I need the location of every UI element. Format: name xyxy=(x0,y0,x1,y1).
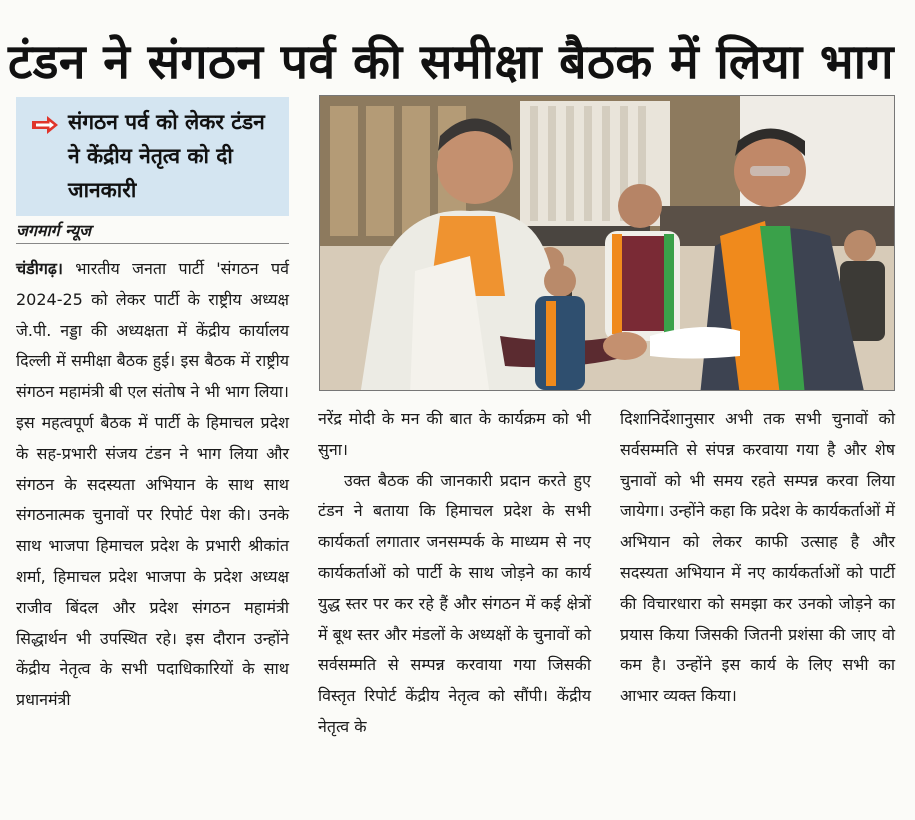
meeting-photo-illustration xyxy=(320,96,894,390)
article-column-3 xyxy=(620,404,895,712)
byline: जगमार्ग न्यूज xyxy=(16,219,289,244)
article-column-1 xyxy=(16,254,289,716)
previous-article-edge xyxy=(0,0,915,4)
news-photo xyxy=(319,95,895,391)
column-2-paragraph-1: नरेंद्र मोदी के मन की बात के कार्यक्रम को भी सुना। xyxy=(318,409,591,459)
article-column-2 xyxy=(318,404,591,743)
dateline: चंडीगढ़। xyxy=(16,259,63,278)
arrow-icon xyxy=(30,115,60,135)
subheadline-box xyxy=(16,97,289,216)
column-2-paragraph-2: उक्त बैठक की जानकारी प्रदान करते हुए टंडन ने बताया कि हिमाचल प्रदेश के सभी कार्यकर्ता लगातार जनसम्पर्क के माध्यम से नए कार्यकर्ताओं को पार्टी के साथ जोड़ने का कार्य युद्ध स्तर पर कर रहे हैं और संगठन में कई क्षेत्रों में बूथ स्तर और मंडलों के अध्यक्षों के चुनावों को सर्वसम्मति से सम्पन्न करवाया गया जिसकी विस्तृत रिपोर्ट केंद्रीय नेतृत्व को सौंपी। केंद्रीय नेतृत्व के xyxy=(318,470,591,736)
headline: टंडन ने संगठन पर्व की समीक्षा बैठक में लिया भाग xyxy=(8,34,895,90)
column-3-text: दिशानिर्देशानुसार अभी तक सभी चुनावों को सर्वसम्मति से संपन्न करवाया गया है और शेष चुनावों को भी समय रहते सम्पन्न करवा लिया जायेगा। उन्होंने कहा कि प्रदेश के कार्यकर्ताओं में अभियान को लेकर काफी उत्साह है और सदस्यता अभियान में नए कार्यकर्ताओं को पार्टी की विचारधारा को समझा कर उनको जोड़ने का प्रयास किया जिसकी जितनी प्रशंसा की जाए वो कम है। उन्होंने इस कार्य के लिए सभी का आभार व्यक्त किया। xyxy=(620,409,895,706)
column-1-text: भारतीय जनता पार्टी 'संगठन पर्व 2024-25 को लेकर पार्टी के राष्ट्रीय अध्यक्ष जे.पी. नड्डा की अध्यक्षता में केंद्रीय कार्यालय दिल्ली में समीक्षा बैठक हुई। इस बैठक में राष्ट्रीय संगठन महामंत्री बी एल संतोष ने भी भाग लिया। इस महत्वपूर्ण बैठक में पार्टी के हिमाचल प्रदेश के सह-प्रभारी संजय टंडन ने भाग लिया और संगठन के सदस्यता अभियान के साथ साथ संगठनात्मक चुनावों पर रिपोर्ट पेश की। उनके साथ भाजपा हिमाचल प्रदेश के प्रभारी श्रीकांत शर्मा, हिमाचल प्रदेश भाजपा के प्रदेश अध्यक्ष राजीव बिंदल और प्रदेश संगठन महामंत्री सिद्धार्थन भी उपस्थित रहे। इस दौरान उन्होंने केंद्रीय नेतृत्व के सभी पदाधिकारियों के साथ प्रधानमंत्री xyxy=(16,259,289,710)
subheadline: संगठन पर्व को लेकर टंडन ने केंद्रीय नेतृत्व को दी जानकारी xyxy=(68,110,265,202)
